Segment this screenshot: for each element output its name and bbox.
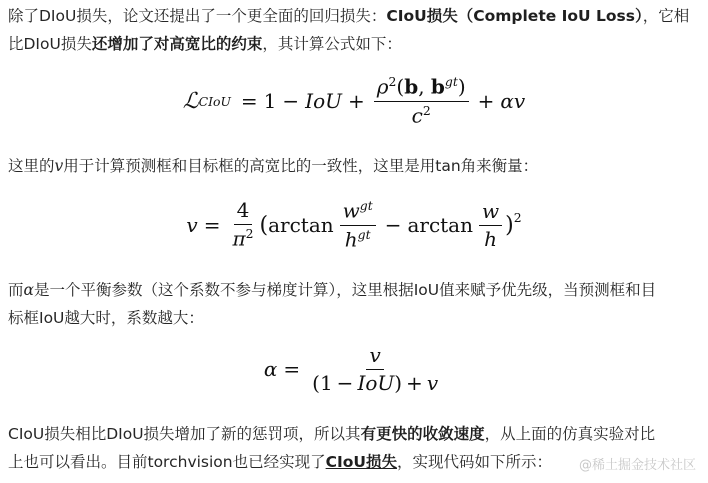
paren: ( — [259, 212, 269, 238]
gt-superscript: gt — [357, 226, 371, 242]
w: w — [342, 198, 360, 223]
equals-sign: = — [283, 357, 301, 381]
comma: , — [418, 74, 431, 99]
text: 这里的 — [8, 157, 55, 175]
alpha: α — [500, 89, 514, 113]
h: h — [484, 226, 497, 251]
paragraph-v-explanation — [8, 152, 698, 180]
text: 上也可以看出。目前torchvision也已经实现了 — [8, 453, 326, 471]
plus-sign: + — [477, 89, 495, 113]
paragraph-alpha-explanation — [8, 276, 698, 332]
loss-subscript: CIoU — [198, 93, 231, 109]
text: CIoU损失相比DIoU损失增加了新的惩罚项，所以其 — [8, 425, 361, 443]
one: 1 — [263, 89, 277, 113]
rho-exponent: 2 — [388, 73, 397, 89]
four-over-pi-squared — [229, 199, 256, 251]
pi-exponent: 2 — [245, 226, 254, 242]
pred-ratio-fraction — [479, 200, 502, 251]
text: ，其计算公式如下： — [262, 35, 402, 53]
text: ，它相 — [642, 7, 690, 25]
distance-fraction — [374, 75, 469, 127]
bbox-pred: b — [404, 74, 419, 99]
equals-sign: = — [203, 213, 221, 237]
plus-sign: + — [347, 89, 365, 113]
c-exponent: 2 — [422, 102, 431, 118]
text: 除了DIoU损失，论文还提出了一个更全面的回归损失： — [8, 7, 387, 25]
minus-sign: − — [282, 89, 300, 113]
numerator — [340, 199, 376, 226]
gt-superscript: gt — [444, 73, 458, 89]
numerator — [374, 75, 469, 102]
h: h — [344, 227, 358, 252]
alpha-fraction — [309, 344, 441, 395]
open-term: (1 — [312, 370, 333, 395]
paren: ) — [457, 74, 466, 99]
ciou-loss-formula — [0, 72, 708, 130]
v-formula — [0, 196, 708, 254]
pi: π — [232, 226, 246, 251]
gt-superscript: gt — [359, 197, 373, 213]
w: w — [479, 200, 502, 226]
arctan: arctan — [268, 213, 334, 237]
denominator — [409, 102, 434, 128]
equals-sign: = — [240, 89, 258, 113]
c-diagonal: c — [411, 103, 423, 128]
numerator: v — [366, 344, 383, 370]
minus-sign: − — [336, 370, 354, 395]
text: 用于计算预测框和目标框的高宽比的一致性，这里是用tan角来衡量： — [63, 157, 539, 175]
bold-text: CIoU损失 — [325, 453, 397, 471]
iou-term: IoU — [305, 89, 342, 113]
numerator: 4 — [234, 199, 253, 225]
iou-term: IoU — [357, 370, 395, 395]
text: 标框IoU越大时，系数越大： — [8, 309, 204, 327]
bold-text: CIoU损失（Complete IoU Loss） — [386, 7, 643, 25]
paren: ) — [394, 370, 403, 395]
alpha-symbol: α — [263, 357, 278, 381]
denominator — [229, 225, 256, 251]
arctan: arctan — [407, 213, 473, 237]
plus-sign: + — [406, 370, 423, 395]
rho: ρ — [376, 74, 389, 99]
v-symbol: v — [186, 213, 198, 237]
bold-text: 还增加了对高宽比的约束 — [91, 35, 263, 53]
paren: ( — [396, 74, 405, 99]
text: 比DIoU损失 — [8, 35, 92, 53]
paragraph-intro — [8, 2, 698, 58]
v-term: v — [513, 89, 526, 113]
alpha-formula — [0, 340, 708, 398]
text: ，从上面的仿真实验对比 — [484, 425, 656, 443]
watermark: @稀土掘金技术社区 — [578, 458, 696, 473]
paren: ) — [505, 212, 514, 238]
loss-symbol: ℒ — [182, 88, 199, 114]
v-symbol: v — [54, 157, 64, 175]
minus-sign: − — [384, 213, 402, 237]
text: ，实现代码如下所示： — [397, 453, 553, 471]
gt-ratio-fraction — [340, 199, 376, 251]
text: 是一个平衡参数（这个系数不参与梯度计算），这里根据IoU值来赋予优先级，当预测框和目 — [33, 281, 657, 299]
v-symbol: v — [426, 370, 439, 395]
denominator — [309, 370, 441, 395]
denominator — [342, 226, 374, 252]
alpha-symbol: α — [23, 281, 34, 299]
text: 而 — [8, 281, 24, 299]
square-exponent: 2 — [513, 209, 522, 225]
bbox-gt: b — [430, 74, 445, 99]
bold-text: 有更快的收敛速度 — [360, 425, 485, 443]
